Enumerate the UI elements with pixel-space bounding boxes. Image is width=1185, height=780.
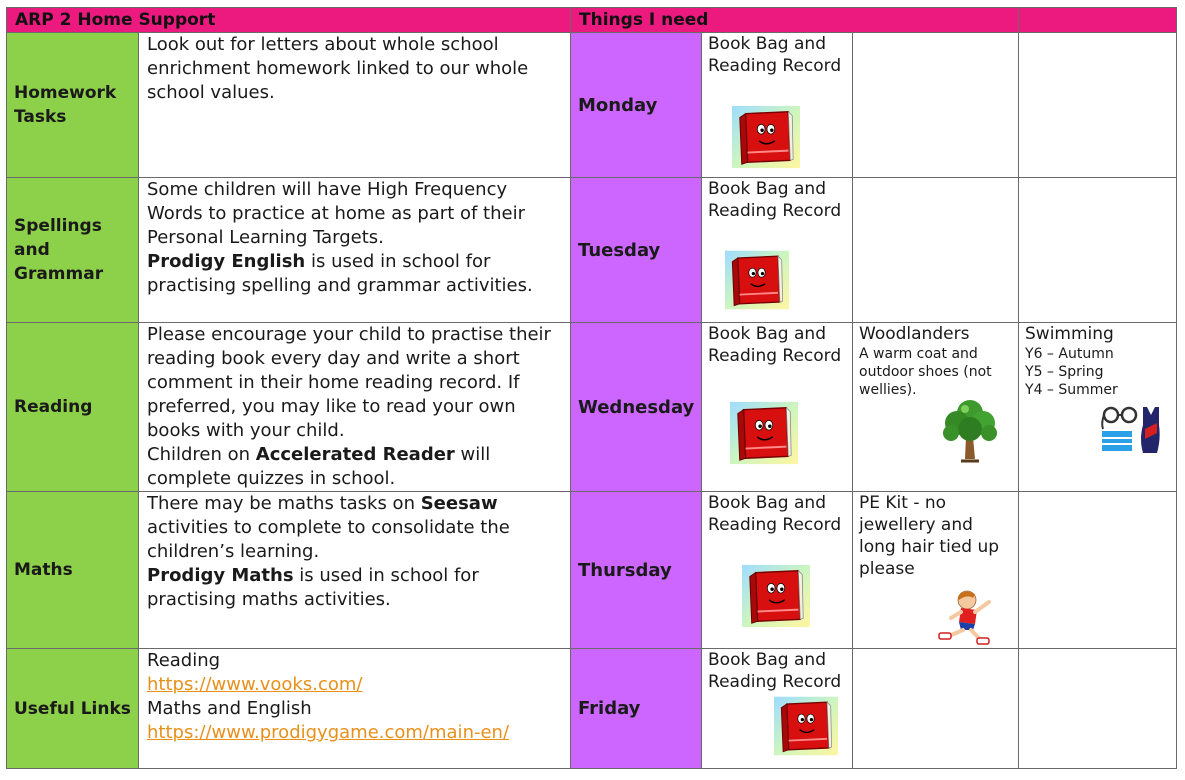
category-useful-links: Useful Links <box>7 649 139 769</box>
accelerated-reader-label: Accelerated Reader <box>255 444 455 465</box>
category-homework-tasks: Homework Tasks <box>7 33 139 178</box>
seesaw-label: Seesaw <box>420 493 498 514</box>
swimming-title: Swimming <box>1025 324 1114 344</box>
empty-cell <box>1019 33 1177 178</box>
prodigy-maths-label: Prodigy Maths <box>147 565 294 586</box>
pe-kit-cell <box>853 492 1019 649</box>
home-support-table <box>6 7 1177 769</box>
tree-icon <box>939 397 1001 463</box>
prodigy-english-text: is used in school for practising spelling and grammar activities. <box>147 251 533 296</box>
item-book-bag: Book Bag and Reading Record <box>708 324 842 366</box>
empty-cell <box>853 649 1019 769</box>
swimming-kit-icon <box>1099 403 1167 461</box>
book-icon <box>732 105 800 169</box>
table-row <box>7 492 1177 649</box>
empty-cell <box>853 178 1019 323</box>
day-tuesday: Tuesday <box>571 178 702 323</box>
empty-cell <box>1019 492 1177 649</box>
maths-text-b: activities to complete to consolidate the children’s learning. <box>147 517 510 562</box>
empty-cell <box>1019 178 1177 323</box>
vooks-link[interactable]: https://www.vooks.com/ <box>147 674 363 695</box>
category-maths: Maths <box>7 492 139 649</box>
day-wednesday: Wednesday <box>571 323 702 492</box>
day-friday: Friday <box>571 649 702 769</box>
running-child-icon <box>929 588 997 646</box>
day-thursday: Thursday <box>571 492 702 649</box>
book-icon <box>725 250 789 310</box>
prodigy-link[interactable]: https://www.prodigygame.com/main-en/ <box>147 722 510 743</box>
description-links <box>139 649 571 769</box>
book-icon <box>742 564 810 628</box>
prodigy-english-label: Prodigy English <box>147 251 306 272</box>
need-cell-friday <box>702 649 853 769</box>
header-row <box>7 8 1177 33</box>
swimming-cell <box>1019 323 1177 492</box>
woodlanders-text: A warm coat and outdoor shoes (not wellies). <box>859 346 992 398</box>
day-monday: Monday <box>571 33 702 178</box>
item-book-bag: Book Bag and Reading Record <box>708 34 842 76</box>
swimming-year-4: Y4 – Summer <box>1025 382 1118 398</box>
table-row <box>7 323 1177 492</box>
swimming-year-5: Y5 – Spring <box>1025 364 1104 380</box>
swimming-year-6: Y6 – Autumn <box>1025 346 1114 362</box>
table-row <box>7 649 1177 769</box>
item-book-bag: Book Bag and Reading Record <box>708 650 842 692</box>
need-cell-monday <box>702 33 853 178</box>
item-book-bag: Book Bag and Reading Record <box>708 493 842 535</box>
item-book-bag: Book Bag and Reading Record <box>708 179 842 221</box>
accelerated-reader-text: will complete quizzes in school. <box>147 444 491 489</box>
table-row <box>7 33 1177 178</box>
description-spellings <box>139 178 571 323</box>
description-homework: Look out for letters about whole school enrichment homework linked to our whole school values. <box>139 33 571 178</box>
table-title: ARP 2 Home Support <box>7 8 571 33</box>
pe-kit-text: PE Kit - no jewellery and long hair tied up please <box>859 493 1000 579</box>
table-row <box>7 178 1177 323</box>
need-cell-tuesday <box>702 178 853 323</box>
prodigy-maths-text: is used in school for practising maths activities. <box>147 565 479 610</box>
category-reading: Reading <box>7 323 139 492</box>
description-maths <box>139 492 571 649</box>
reading-link-label: Reading <box>147 650 221 671</box>
need-cell-thursday <box>702 492 853 649</box>
maths-english-link-label: Maths and English <box>147 698 312 719</box>
woodlanders-title: Woodlanders <box>859 324 970 344</box>
reading-text: Please encourage your child to practise their reading book every day and write a short comment in their home reading record. If preferred, you may like to read your own books with your child. <box>147 324 551 441</box>
empty-cell <box>853 33 1019 178</box>
maths-text-a: There may be maths tasks on <box>147 493 421 514</box>
book-icon <box>774 695 838 757</box>
woodlanders-cell <box>853 323 1019 492</box>
empty-cell <box>1019 649 1177 769</box>
header-empty-cell <box>1019 8 1177 33</box>
spellings-text: Some children will have High Frequency Words to practice at home as part of their Personal Learning Targets. <box>147 179 525 248</box>
need-cell-wednesday <box>702 323 853 492</box>
book-icon <box>730 401 798 465</box>
description-reading <box>139 323 571 492</box>
accelerated-reader-prefix: Children on <box>147 444 256 465</box>
things-i-need-heading: Things I need <box>571 8 1019 33</box>
category-spellings-grammar: Spellings and Grammar <box>7 178 139 323</box>
